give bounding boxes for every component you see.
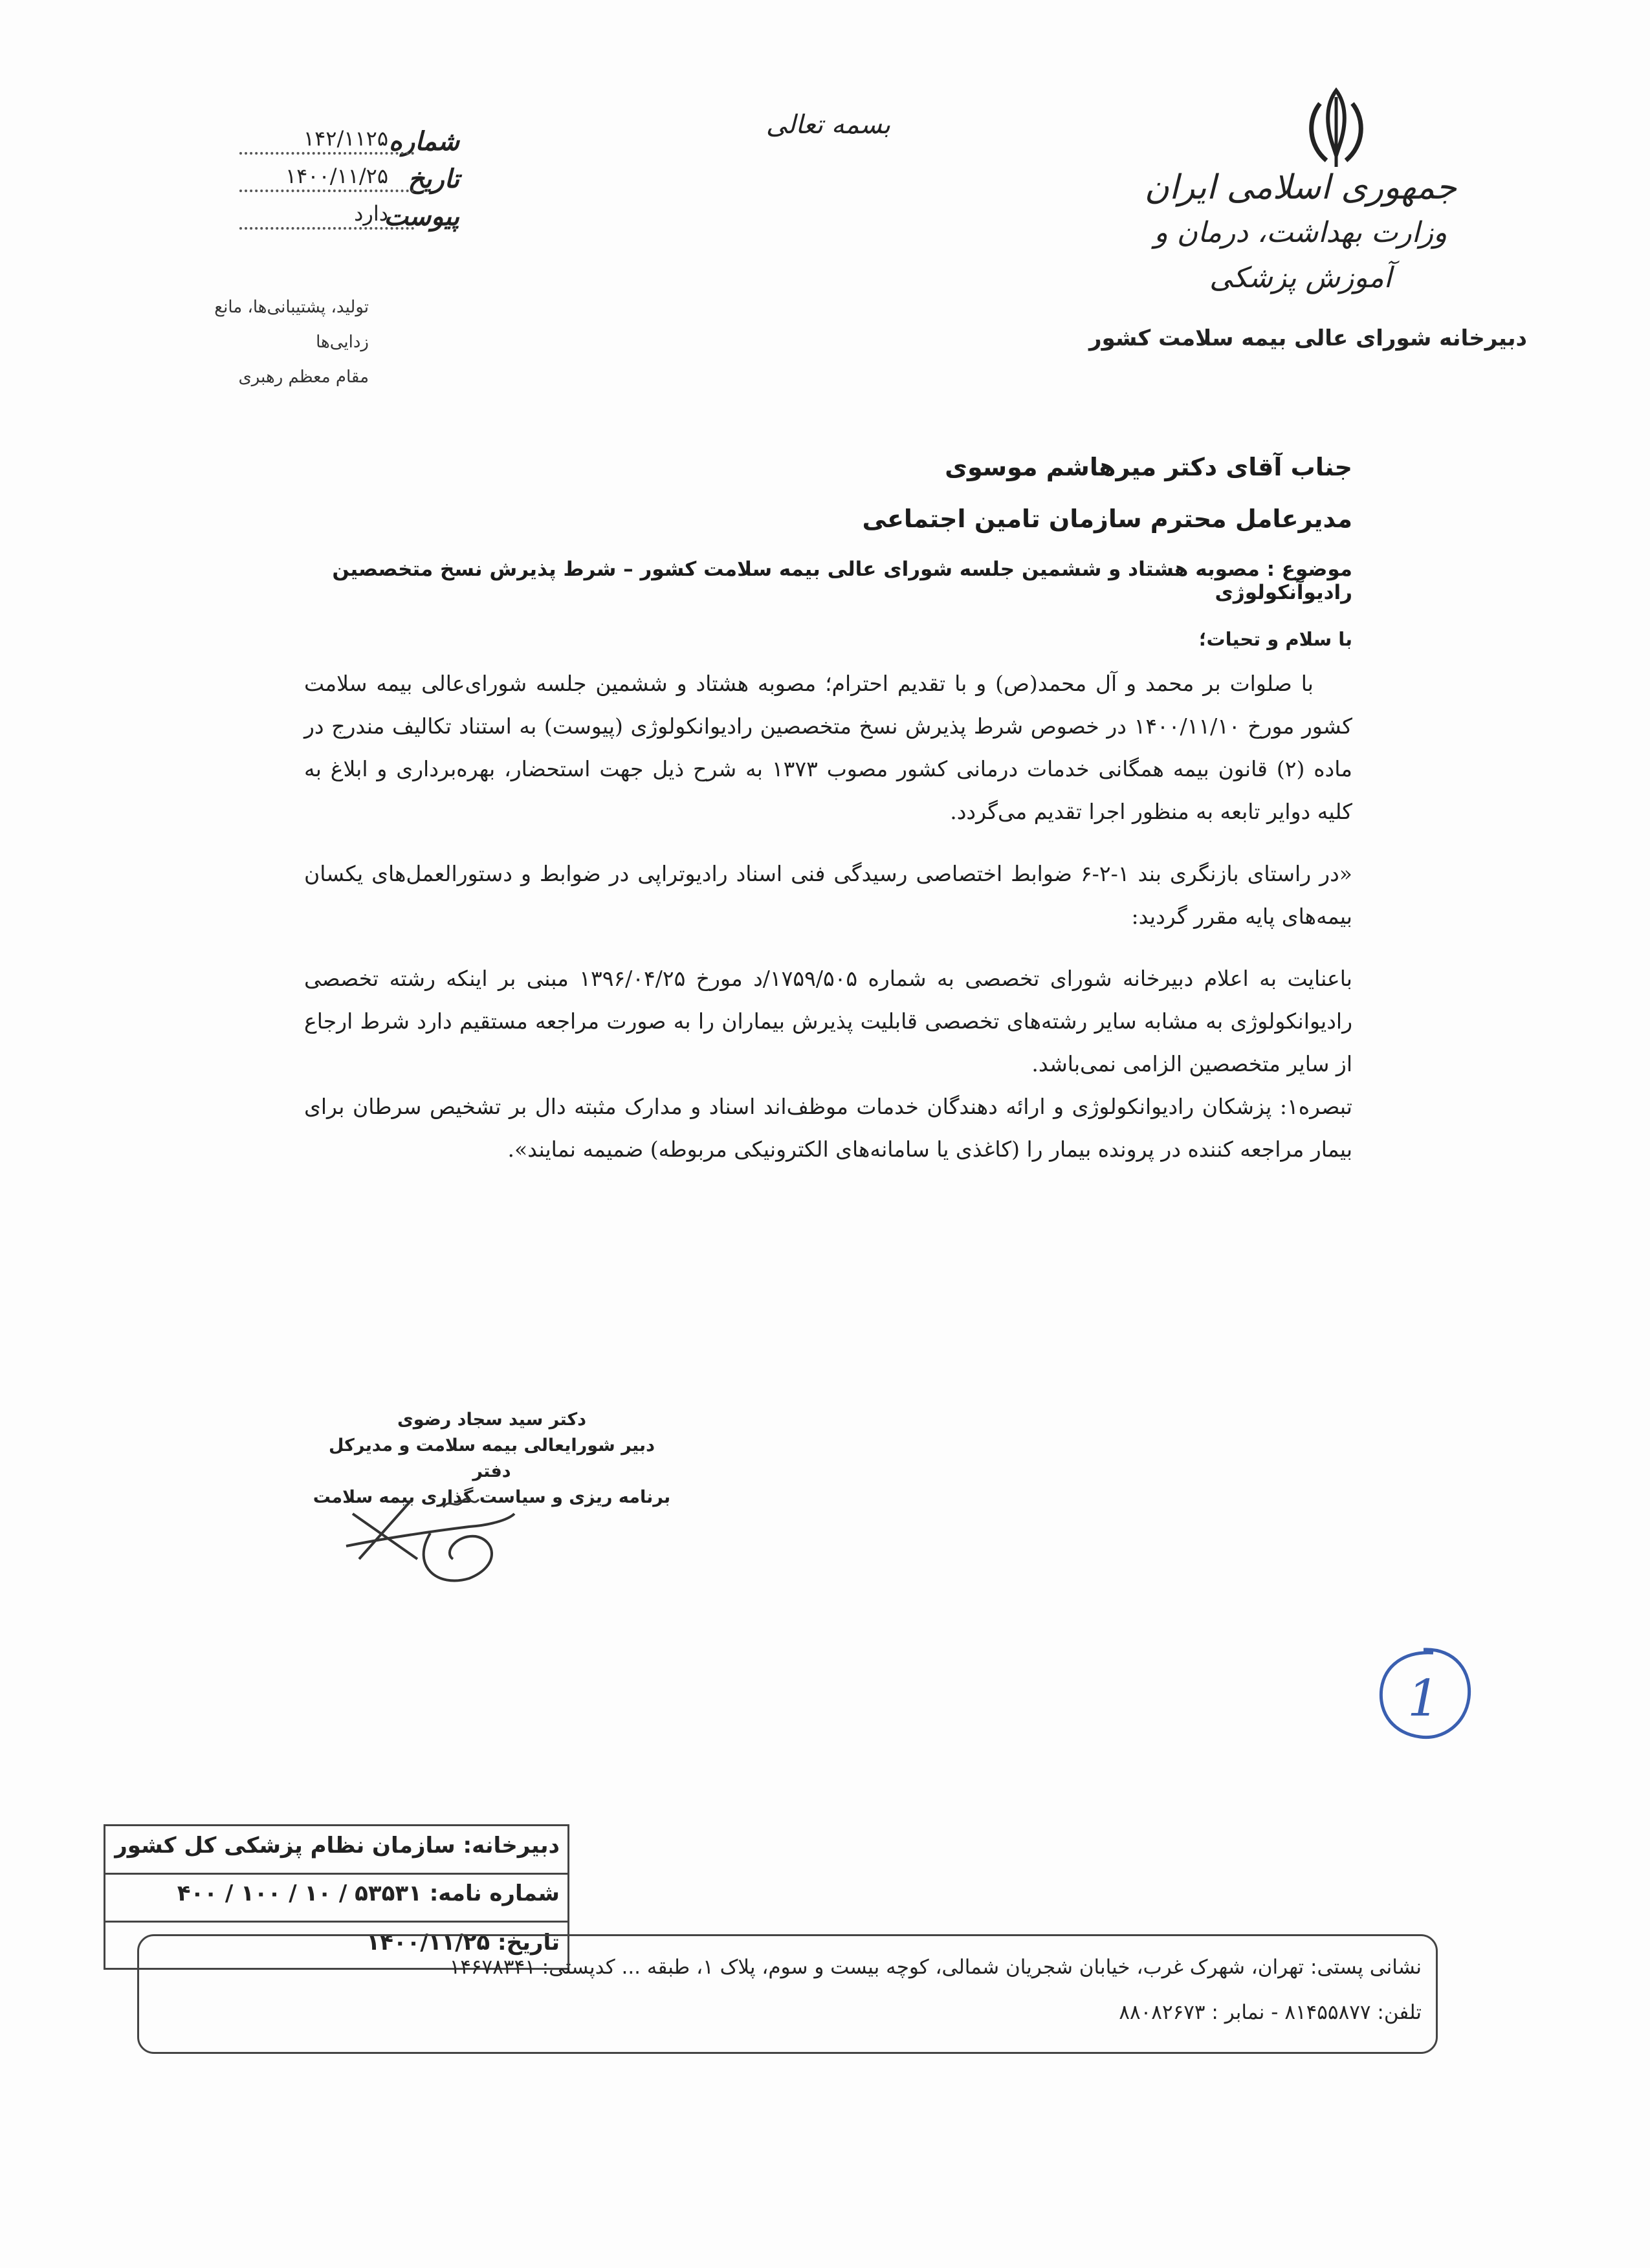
attachment-row [239,201,459,239]
attachment-dots [239,227,414,230]
page-number-circle [1372,1643,1475,1747]
slogan [162,290,369,395]
date-dots [239,190,414,192]
stamp-divider-2 [105,1921,567,1923]
signer-name: دکتر سید سجاد رضوی [397,1410,587,1430]
number-label: شماره [388,126,459,157]
date-label: تاریخ [408,164,459,194]
recipient-name: جناب آقای دکتر میرهاشم موسوی [945,453,1352,481]
recipient-title: مدیرعامل محترم سازمان تامین اجتماعی [862,505,1352,533]
letter-meta [239,126,459,239]
letter-subject: موضوع : مصوبه هشتاد و ششمین جلسه شورای عالی بیمه سلامت کشور – شرط پذیرش نسخ متخصصین رادیوآنکولوژی [332,558,1352,604]
secretariat-name: دبیرخانه شورای عالی بیمه سلامت کشور [1089,325,1527,351]
number-value: ۱۴۲/۱۱۲۵ [303,126,388,151]
handwritten-signature [340,1481,521,1591]
attachment-value: دارد [354,201,388,226]
iran-emblem-icon [1301,84,1372,175]
date-value: ۱۴۰۰/۱۱/۲۵ [285,164,388,188]
paragraph-4: تبصره۱: پزشکان رادیوانکولوژی و ارائه دهندگان خدمات موظف‌اند اسناد و مدارک مثبته دال بر تشخیص سرطان برای بیمار مراجعه کننده در پرونده بیمار را (کاغذی یا سامانه‌های الکترونیکی مربوطه) ضمیمه نمایند». [304,1094,1352,1162]
ministry-line-1: جمهوری اسلامی ایران [1144,168,1457,207]
attachment-label: پیوست [384,201,459,232]
date-row [239,164,459,201]
signer-title-1: دبیر شورایعالی بیمه سلامت و مدیرکل دفتر [329,1435,655,1481]
signer-title-2: برنامه ریزی و سیاست گذاری بیمه سلامت [313,1487,671,1507]
number-row [239,126,459,164]
letter-body [304,621,1352,1171]
number-dots [239,152,414,155]
footer-address-box [137,1934,1438,2054]
paragraph-1: با صلوات بر محمد و آل محمد(ص) و با تقدیم احترام؛ مصوبه هشتاد و ششمین جلسه شورای‌عالی بیمه سلامت کشور مورخ ۱۴۰۰/۱۱/۱۰ در خصوص شرط پذیرش نسخ متخصصین رادیوانکولوژی (پیوست) به استناد تکالیف مندرج در ماده (۲) قانون بیمه همگانی خدمات درمانی کشور مصوب ۱۳۷۳ به شرح ذیل جهت استحضار، بهره‌برداری و ابلاغ به کلیه دوایر تابعه به منظور اجرا تقدیم می‌گردد. [304,671,1352,824]
slogan-line-2: مقام معظم رهبری [238,367,369,387]
postal-address: نشانی پستی: تهران، شهرک غرب، خیابان شجریان شمالی، کوچه بیست و سوم، پلاک ۱، طبقه ... کدپستی: ۱۴۶۷۸۳۴۱ [449,1956,1422,1979]
bismillah: بسمه تعالی [765,110,891,140]
page-number: 1 [1407,1670,1440,1728]
slogan-line-1: تولید، پشتیبانی‌ها، مانع زدایی‌ها [214,298,369,352]
stamp-line-2: شماره نامه: ۵۳۵۳۱ / ۱۰ / ۱۰۰ / ۴۰۰ [177,1881,560,1906]
ministry-line-2: وزارت بهداشت، درمان و آموزش پزشکی [1154,216,1447,294]
stamp-divider-1 [105,1873,567,1875]
greeting: با سلام و تحیات؛ [1198,628,1352,650]
paragraph-3: باعنایت به اعلام دبیرخانه شورای تخصصی به شماره ۱۷۵۹/۵۰۵/د مورخ ۱۳۹۶/۰۴/۲۵ مبنی بر اینکه رشته تخصصی رادیوانکولوژی به مشابه سایر رشته‌های تخصصی قابلیت پذیرش بیماران را به صورت مراجعه مستقیم دارد شرط ارجاع از سایر متخصصین الزامی نمی‌باشد. [304,966,1352,1076]
ministry-name [1119,165,1482,301]
stamp-line-1: دبیرخانه: سازمان نظام پزشکی کل کشور [115,1833,560,1859]
paragraph-2: «در راستای بازنگری بند ۱-۲-۶ ضوابط اختصاصی رسیدگی فنی اسناد رادیوتراپی در ضوابط و دستورالعمل‌های یکسان بیمه‌های پایه مقرر گردید: [304,861,1352,929]
stamp-line-3: تاریخ: ۱۴۰۰/۱۱/۲۵ [366,1930,560,1956]
phone-fax: تلفن: ۸۱۴۵۵۸۷۷ - نمابر : ۸۸۰۸۲۶۷۳ [1119,2001,1422,2024]
